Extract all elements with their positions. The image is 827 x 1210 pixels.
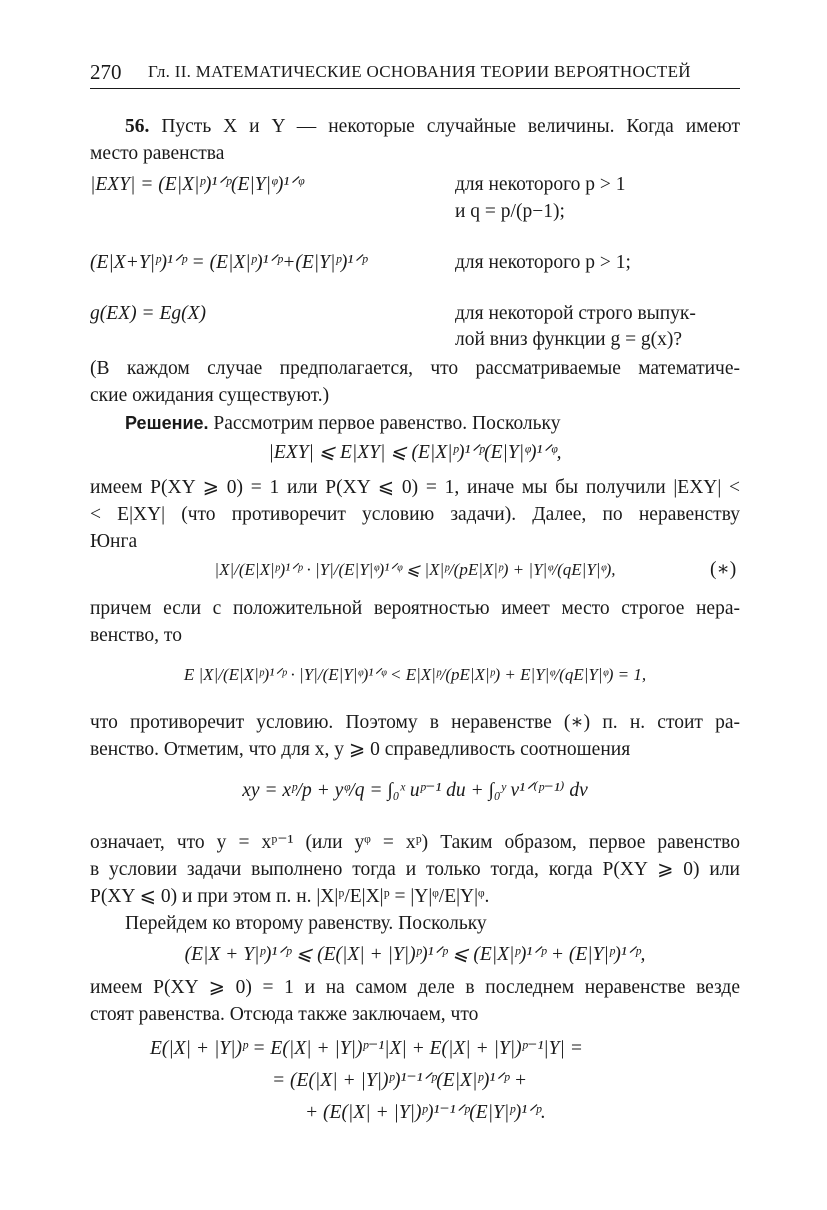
solution-line-5: причем если с положительной вероятностью имеет место строгое нера- <box>90 598 740 619</box>
problem-note-line-2: ские ожидания существуют.) <box>90 385 330 406</box>
formula-young-inequality: |X|/(E|X|ᵖ)¹ᐟᵖ · |Y|/(E|Y|ᵠ)¹ᐟᵠ ⩽ |X|ᵖ/(pE|X|ᵖ) + |Y|ᵠ/(qE|Y|ᵠ), <box>214 560 616 579</box>
problem-number: 56. <box>125 116 150 137</box>
solution-line-4: Юнга <box>90 531 138 552</box>
equation-3: g(EX) = Eg(X) <box>90 303 207 324</box>
formula-expectation-contradiction: E |X|/(E|X|ᵖ)¹ᐟᵖ · |Y|/(E|Y|ᵠ)¹ᐟᵠ < E|X|ᵖ/(pE|X|ᵖ) + E|Y|ᵠ/(qE|Y|ᵠ) = 1, <box>183 665 647 684</box>
solution-line-13: имеем P(XY ⩾ 0) = 1 и на самом деле в последнем неравенстве везде <box>90 977 740 998</box>
solution-line-1: Решение. Рассмотрим первое равенство. Поскольку <box>125 413 561 434</box>
solution-line-2: имеем P(XY ⩾ 0) = 1 или P(XY ⩽ 0) = 1, иначе мы бы получили |EXY| < <box>90 477 740 498</box>
equation-2: (E|X+Y|ᵖ)¹ᐟᵖ = (E|X|ᵖ)¹ᐟᵖ+(E|Y|ᵖ)¹ᐟᵖ <box>90 252 367 273</box>
problem-intro-line-2: место равенства <box>90 143 225 164</box>
solution-line-12: Перейдем ко второму равенству. Поскольку <box>125 913 487 934</box>
solution-line-9: означает, что y = xᵖ⁻¹ (или yᵠ = xᵖ) Таким образом, первое равенство <box>90 832 740 853</box>
formula-minkowski-chain: (E|X + Y|ᵖ)¹ᐟᵖ ⩽ (E(|X| + |Y|)ᵖ)¹ᐟᵖ ⩽ (E|X|ᵖ)¹ᐟᵖ + (E|Y|ᵖ)¹ᐟᵖ, <box>184 944 646 965</box>
solution-line-10: в условии задачи выполнено тогда и только тогда, когда P(XY ⩾ 0) или <box>90 859 740 880</box>
solution-line-7: что противоречит условию. Поэтому в неравенстве (∗) п. н. стоит ра- <box>90 712 740 733</box>
solution-line-14: стоят равенства. Отсюда также заключаем, что <box>90 1004 479 1025</box>
solution-line-6: венство, то <box>90 625 182 646</box>
solution-line-3: < E|XY| (что противоречит условию задачи). Далее, по неравенству <box>90 504 740 525</box>
equation-3-condition-2: лой вниз функции g = g(x)? <box>455 329 683 350</box>
solution-line-11: P(XY ⩽ 0) и при этом п. н. |X|ᵖ/E|X|ᵖ = |Y|ᵠ/E|Y|ᵠ. <box>90 886 490 907</box>
formula-final-line-2: = (E(|X| + |Y|)ᵖ)¹⁻¹ᐟᵖ(E|X|ᵖ)¹ᐟᵖ + <box>272 1070 527 1091</box>
equation-2-condition: для некоторого p > 1; <box>455 252 631 273</box>
equation-1-condition-2: и q = p/(p−1); <box>455 201 565 222</box>
solution-label: Решение. <box>125 413 209 433</box>
problem-note-line-1: (В каждом случае предполагается, что рассматриваемые математиче- <box>90 358 740 379</box>
equation-1-condition-1: для некоторого p > 1 <box>455 174 626 195</box>
formula-final-line-1: E(|X| + |Y|)ᵖ = E(|X| + |Y|)ᵖ⁻¹|X| + E(|X| + |Y|)ᵖ⁻¹|Y| = <box>150 1038 583 1059</box>
formula-integral-identity: xy = xᵖ/p + yᵠ/q = ∫₀ˣ uᵖ⁻¹ du + ∫₀ʸ v¹ᐟ⁽ᵖ⁻¹⁾ dv <box>242 780 588 801</box>
running-header <box>90 58 740 89</box>
problem-intro-line-1: 56. Пусть X и Y — некоторые случайные величины. Когда имеют <box>125 116 740 137</box>
equation-3-condition-1: для некоторой строго выпук- <box>455 303 696 324</box>
formula-final-line-3: + (E(|X| + |Y|)ᵖ)¹⁻¹ᐟᵖ(E|Y|ᵖ)¹ᐟᵖ. <box>305 1102 546 1123</box>
solution-line-8: венство. Отметим, что для x, y ⩾ 0 справедливость соотношения <box>90 739 631 760</box>
chapter-title: Гл. II. МАТЕМАТИЧЕСКИЕ ОСНОВАНИЯ ТЕОРИИ ВЕРОЯТНОСТЕЙ <box>148 62 691 81</box>
page-number: 270 <box>90 60 122 84</box>
formula-tag-star: (∗) <box>710 559 737 580</box>
equation-1: |EXY| = (E|X|ᵖ)¹ᐟᵖ(E|Y|ᵠ)¹ᐟᵠ <box>90 174 304 195</box>
formula-holder-inequality: |EXY| ⩽ E|XY| ⩽ (E|X|ᵖ)¹ᐟᵖ(E|Y|ᵠ)¹ᐟᵠ, <box>268 442 562 463</box>
